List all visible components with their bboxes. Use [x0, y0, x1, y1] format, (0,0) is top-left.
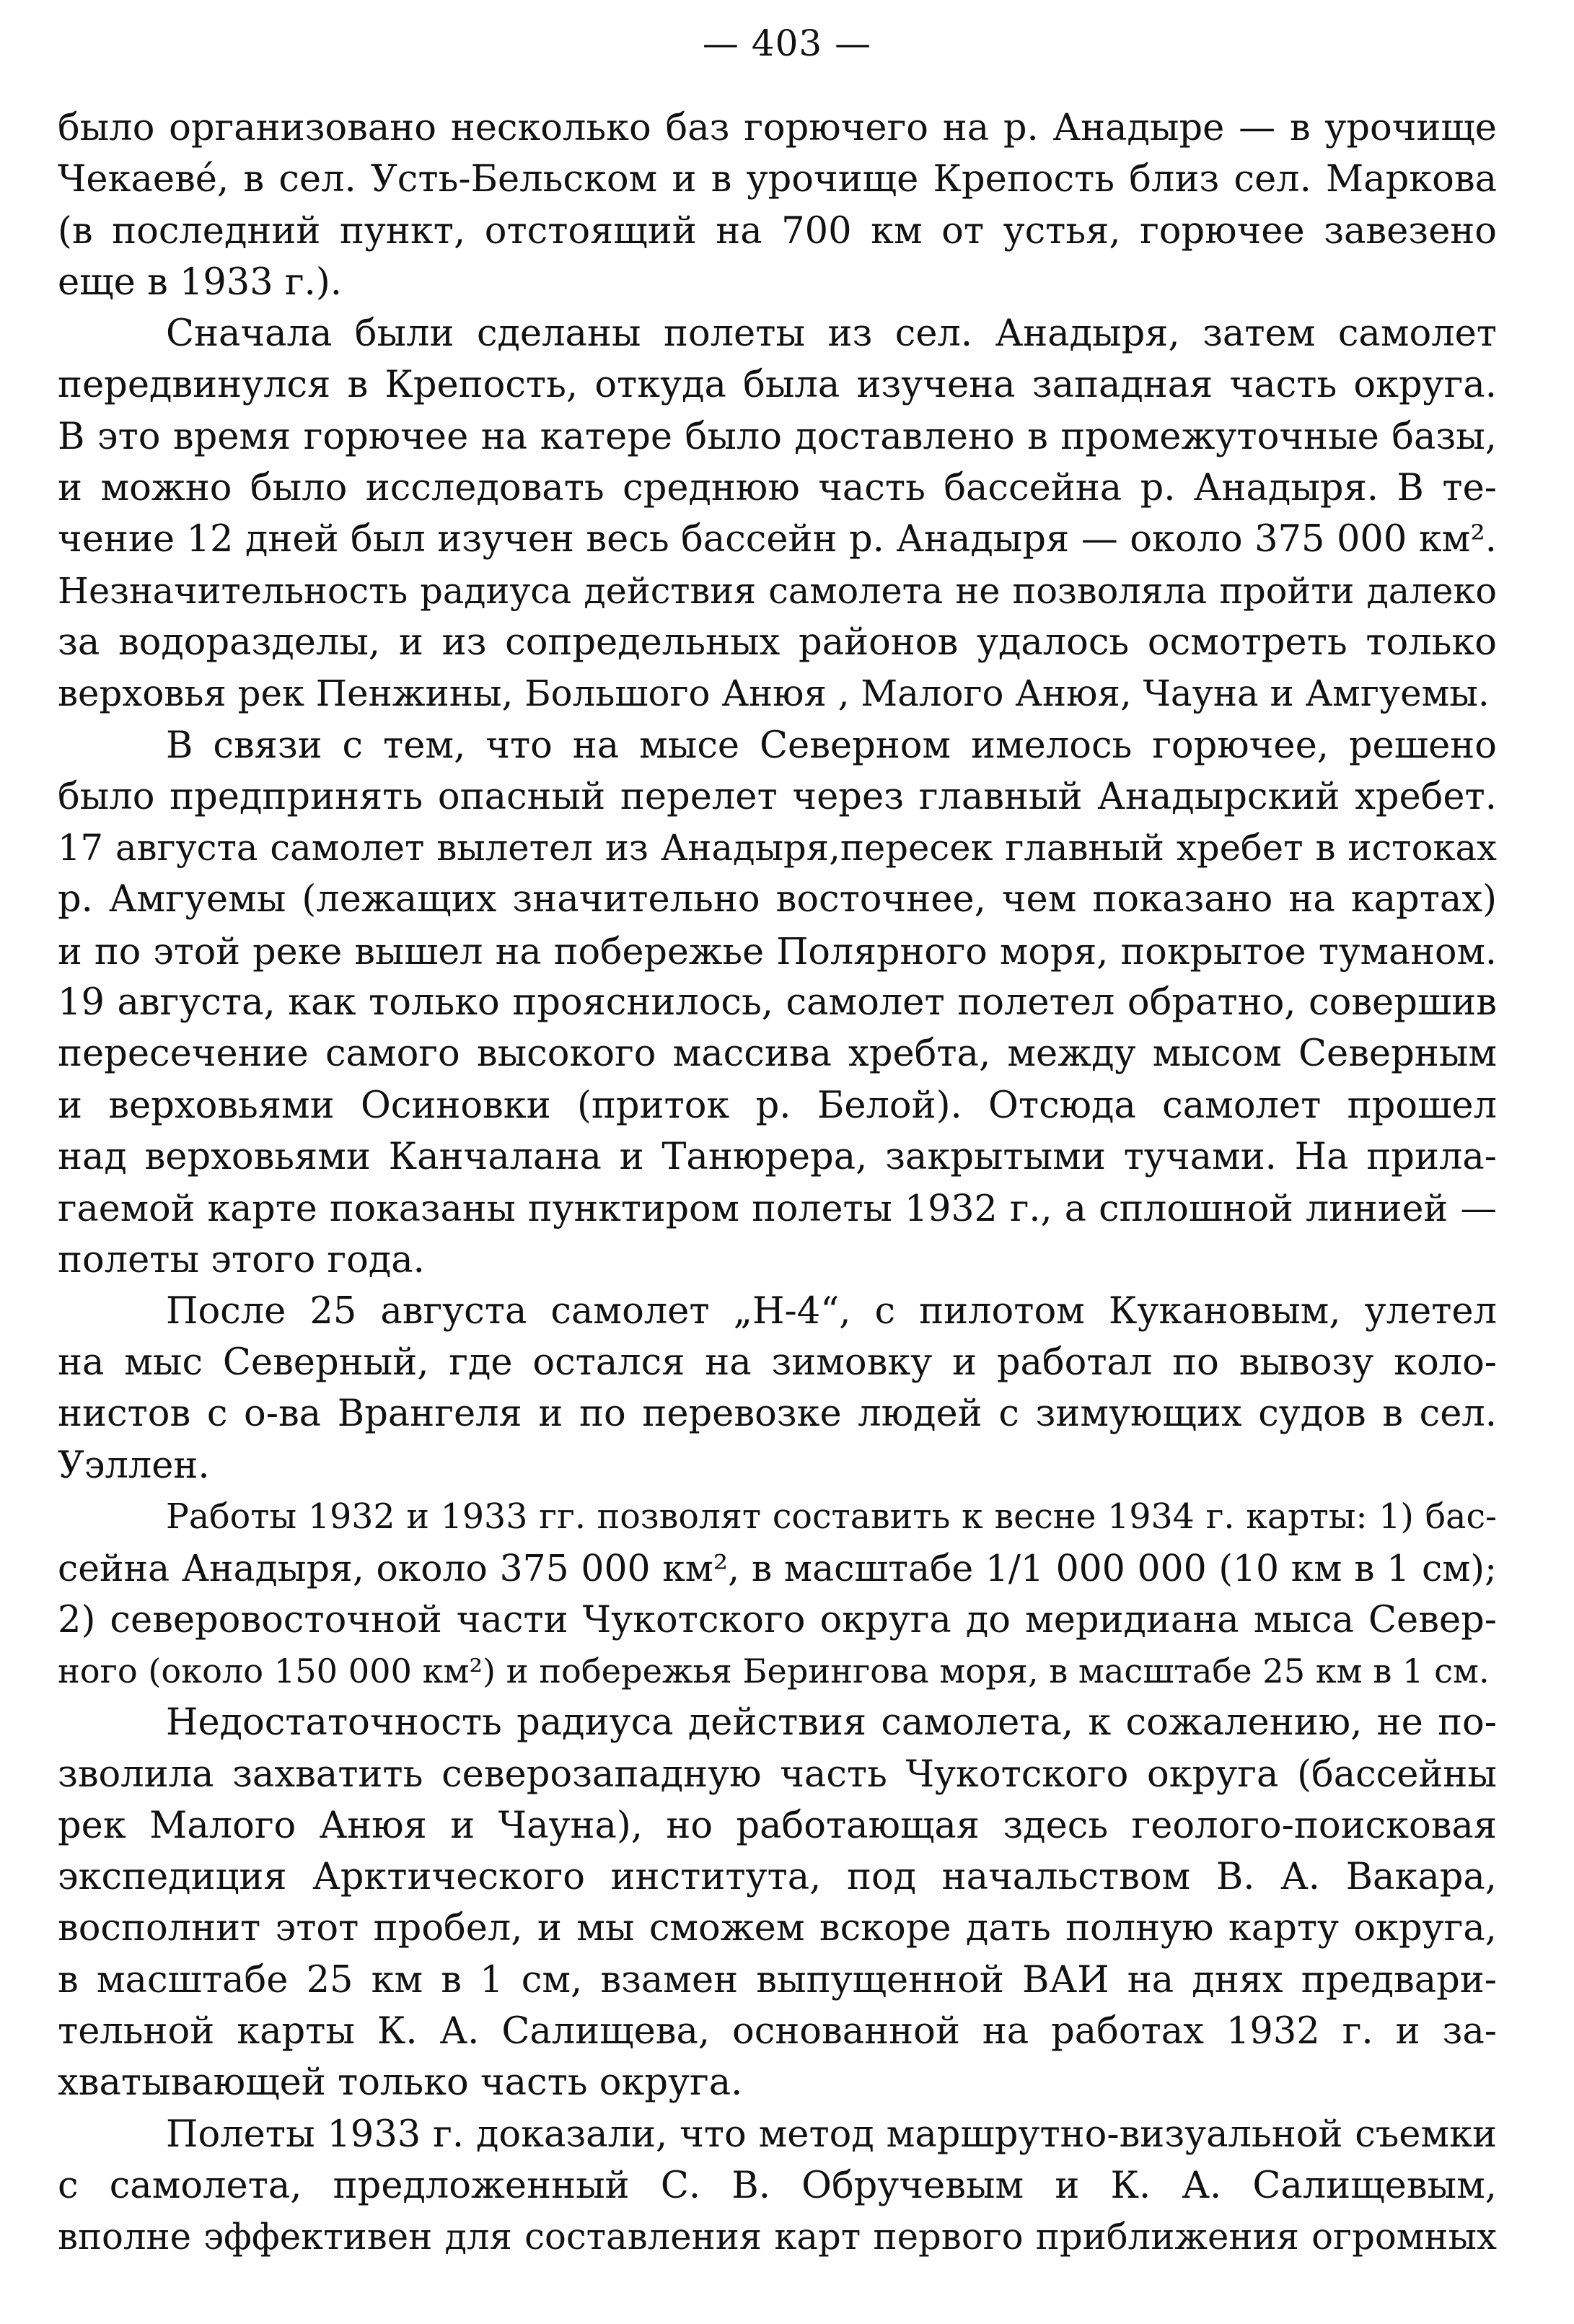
- text-line: сейна Анадыря, около 375 000 км², в масштабе 1/1 000 000 (10 км в 1 см);: [58, 1547, 1497, 1590]
- text-line: на мыс Северный, где остался на зимовку и работал по вывозу коло-: [58, 1341, 1497, 1385]
- text-line: тельной карты К. А. Салищева, основанной на работах 1932 г. и за-: [58, 2009, 1497, 2053]
- paragraph: [58, 1697, 1497, 2108]
- text-line: экспедиция Арктического института, под начальством В. А. Вакара,: [58, 1856, 1497, 1899]
- text-line: В это время горючее на катере было доставлено в промежуточные базы,: [58, 415, 1497, 458]
- text-line: и можно было исследовать среднюю часть бассейна р. Анадыря. В те-: [58, 467, 1497, 510]
- text-line: Сначала были сделаны полеты из сел. Анадыря, затем самолет: [166, 312, 1497, 356]
- text-line: 17 августа самолет вылетел из Анадыря,пересек главный хребет в истоках: [58, 827, 1497, 869]
- text-line: 2) северовосточной части Чукотского округа до меридиана мыса Север-: [58, 1598, 1497, 1641]
- text-line: вполне эффективен для составления карт первого приближения огромных: [58, 2216, 1497, 2258]
- text-line: в масштабе 25 км в 1 см, взамен выпущенной ВАИ на днях предвари-: [58, 1958, 1497, 2001]
- text-line: После 25 августа самолет „Н-4“, с пилотом Кукановым, улетел: [166, 1289, 1497, 1333]
- text-line: восполнит этот пробел, и мы сможем вскоре дать полную карту округа,: [58, 1907, 1497, 1950]
- text-line: Чекаеве́, в сел. Усть-Бельском и в урочище Крепость близ сел. Маркова: [58, 158, 1497, 201]
- text-line: верховья рек Пенжины, Большого Анюя , Малого Анюя, Чауна и Амгуемы.: [58, 672, 1490, 715]
- page-number: — 403 —: [702, 22, 872, 64]
- text-line: В связи с тем, что на мысе Северном имелось горючее, решено: [166, 724, 1497, 767]
- paragraph: [58, 720, 1497, 1286]
- text-line: ного (около 150 000 км²) и побережья Берингова моря, в масштабе 25 км в 1 см.: [58, 1651, 1490, 1691]
- paragraph: [58, 1491, 1497, 1697]
- text-line: передвинулся в Крепость, откуда была изучена западная часть округа.: [58, 364, 1497, 407]
- paragraph: [58, 308, 1497, 719]
- text-line: и по этой реке вышел на побережье Полярного моря, покрытое туманом.: [58, 929, 1497, 973]
- text-line: Уэллен.: [58, 1444, 210, 1487]
- text-line: над верховьями Канчалана и Танюрера, закрытыми тучами. На прила-: [58, 1135, 1497, 1178]
- text-line: полеты этого года.: [58, 1238, 425, 1281]
- text-line: Незначительность радиуса действия самолета не позволяла пройти далеко: [58, 569, 1497, 612]
- text-line: хватывающей только часть округа.: [58, 2061, 743, 2105]
- paragraph: [58, 2109, 1497, 2263]
- text-line: гаемой карте показаны пунктиром полеты 1932 г., а сплошной линией —: [58, 1187, 1497, 1230]
- text-line: Полеты 1933 г. доказали, что метод маршрутно-визуальной съемки: [166, 2113, 1497, 2156]
- text-line: Недостаточность радиуса действия самолета, к сожалению, не по-: [166, 1701, 1497, 1745]
- text-line: нистов с о-ва Врангеля и по перевозке людей с зимующих судов в сел.: [58, 1393, 1497, 1436]
- body-text: [58, 102, 1497, 2263]
- text-line: Работы 1932 и 1933 гг. позволят составить к весне 1934 г. карты: 1) бас-: [166, 1497, 1497, 1538]
- text-line: чение 12 дней был изучен весь бассейн р. Анадыря — около 375 000 км².: [58, 518, 1497, 561]
- paragraph: [58, 1286, 1497, 1491]
- text-line: (в последний пункт, отстоящий на 700 км от устья, горючее завезено: [58, 209, 1497, 253]
- text-line: было предпринять опасный перелет через главный Анадырский хребет.: [58, 775, 1497, 818]
- text-line: и верховьями Осиновки (приток р. Белой). Отсюда самолет прошел: [58, 1084, 1497, 1127]
- text-line: пересечение самого высокого массива хребта, между мысом Северным: [58, 1032, 1497, 1076]
- text-line: р. Амгуемы (лежащих значительно восточнее, чем показано на картах): [58, 878, 1497, 921]
- text-line: еще в 1933 г.).: [58, 260, 342, 304]
- text-line: за водоразделы, и из сопредельных районов удалось осмотреть только: [58, 621, 1497, 664]
- text-line: с самолета, предложенный С. В. Обручевым и К. А. Салищевым,: [58, 2164, 1497, 2207]
- paragraph: [58, 102, 1497, 308]
- text-line: 19 августа, как только прояснилось, самолет полетел обратно, совершив: [58, 981, 1497, 1025]
- text-line: было организовано несколько баз горючего на р. Анадыре — в урочище: [58, 107, 1497, 149]
- text-line: зволила захватить северозападную часть Чукотского округа (бассейны: [58, 1753, 1497, 1796]
- text-line: рек Малого Анюя и Чауна), но работающая здесь геолого-поисковая: [58, 1804, 1497, 1847]
